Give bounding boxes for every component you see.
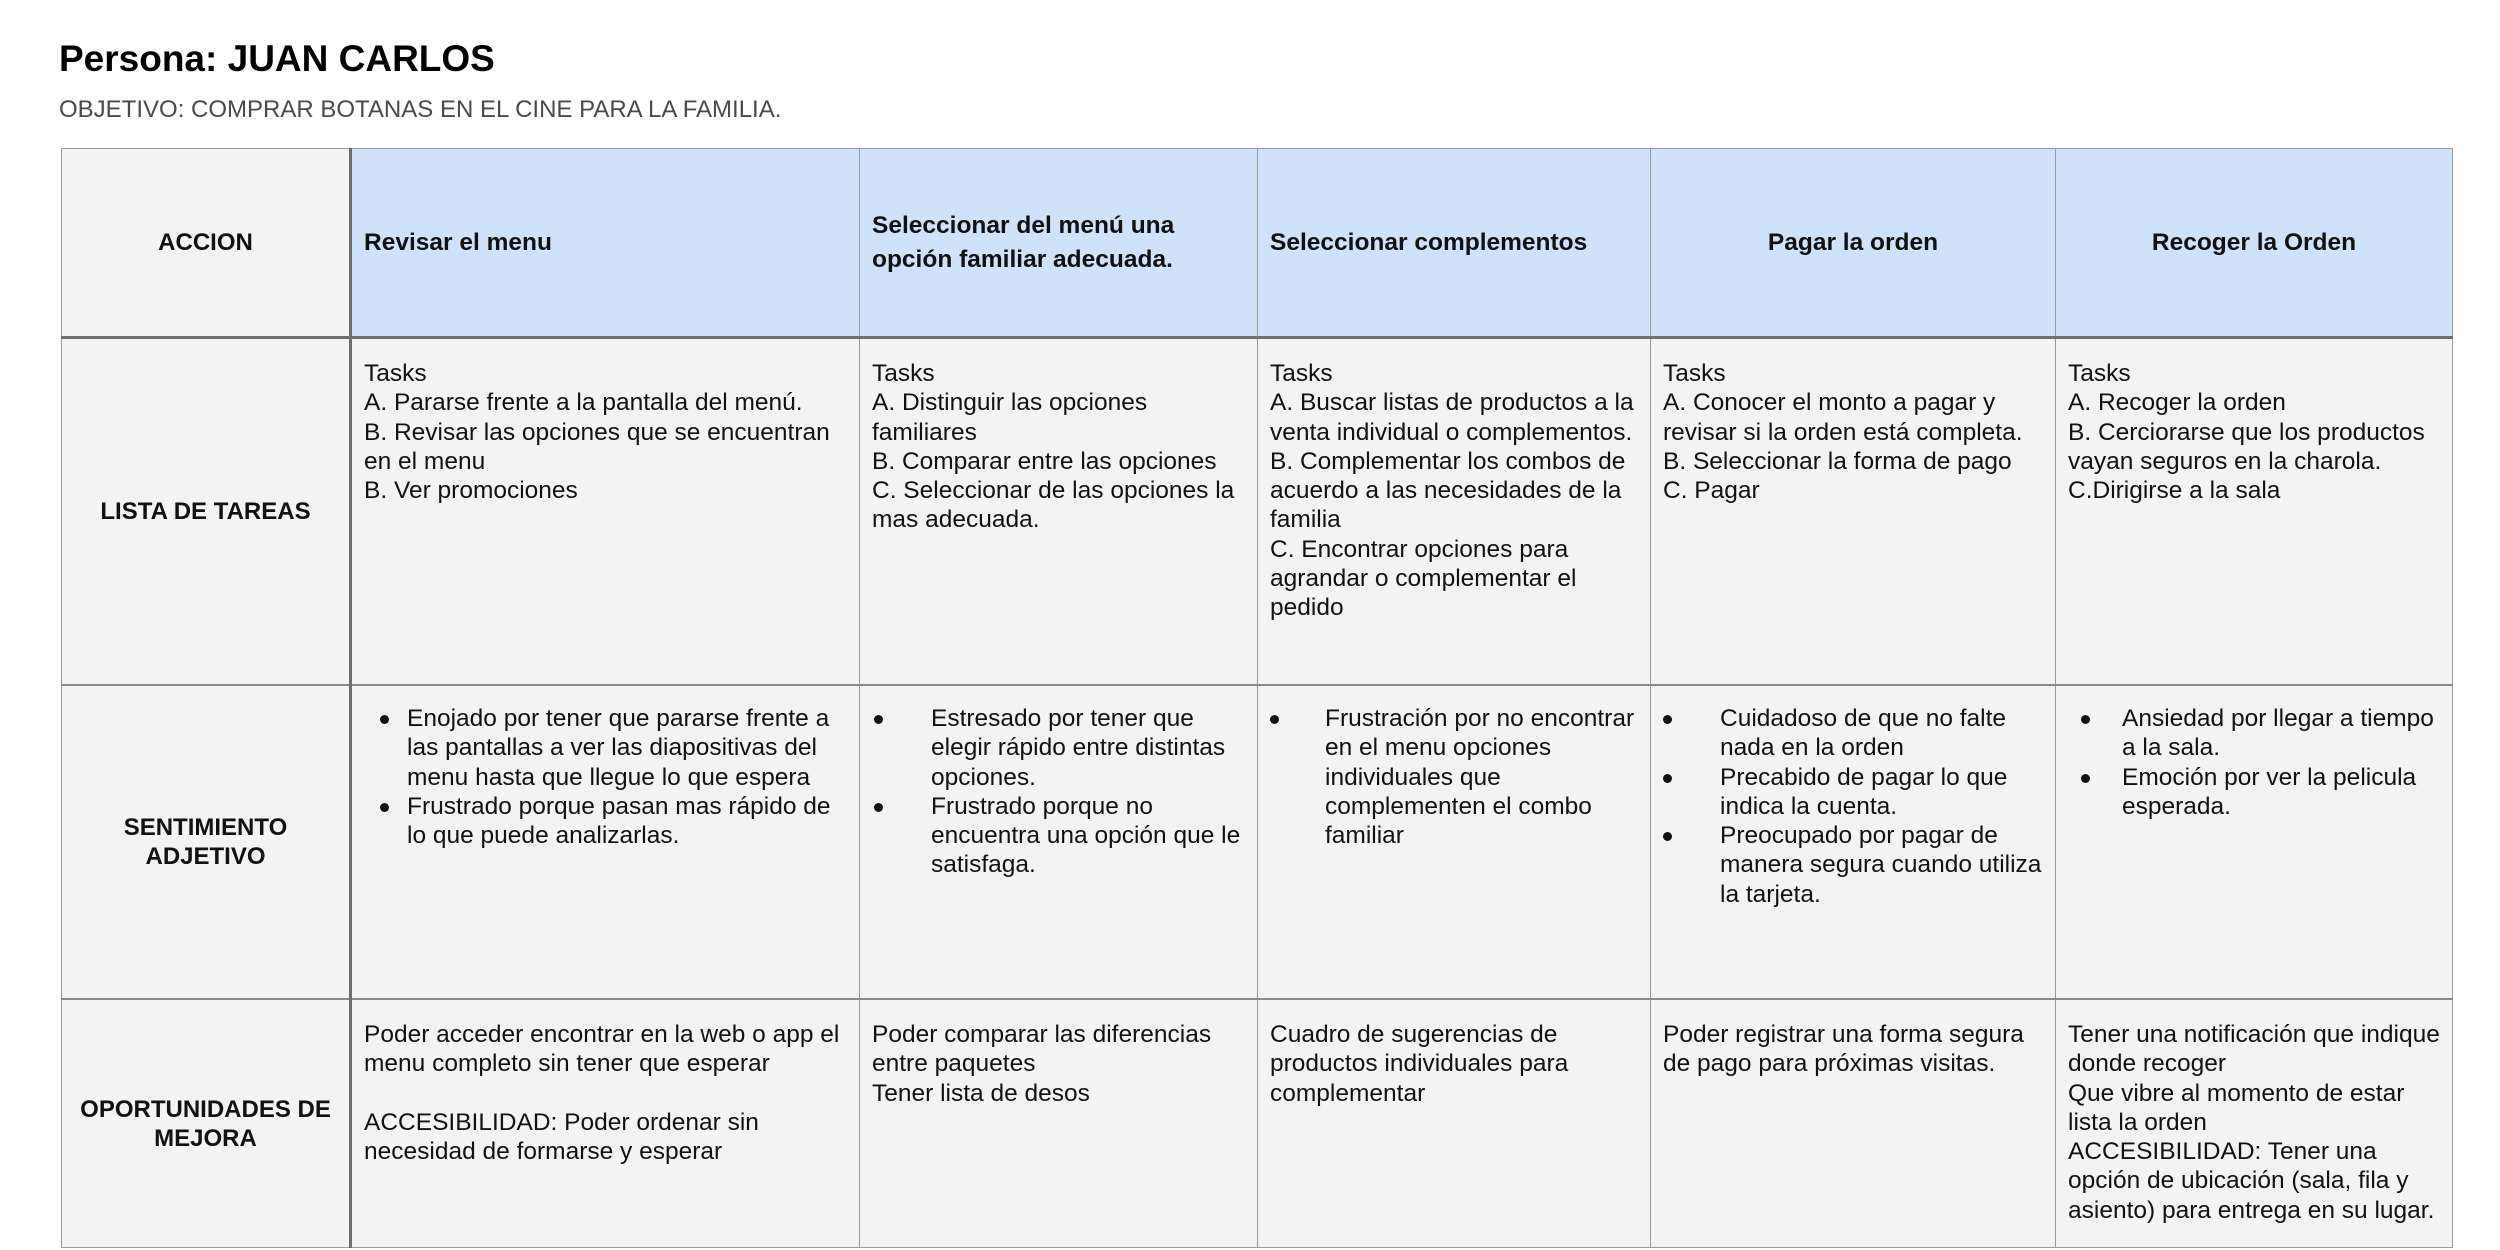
feeling-item: [352, 704, 851, 792]
bullet-icon: [874, 715, 883, 724]
feeling-text: Frustración por no encontrar en el menu opciones individuales que complementen el combo familiar: [1325, 705, 1635, 850]
task-list: [1258, 339, 1650, 623]
stage-header-row: [62, 149, 2453, 338]
stage-header-4: [1651, 149, 2056, 338]
text-line: Tasks: [872, 360, 935, 387]
text-line: A. Pararse frente a la pantalla del menú.: [364, 389, 803, 417]
text-line: A. Conocer el monto a pagar y revisar si la orden está completa.: [1663, 389, 2023, 446]
feelings-list: [860, 686, 1257, 880]
feeling-item: [2056, 704, 2444, 763]
stage-name: Seleccionar complementos: [1270, 228, 1588, 256]
stage-header-2: [860, 149, 1258, 338]
stage-header-5: [2056, 149, 2453, 338]
text-line: Que vibre al momento de estar lista la orden: [2068, 1079, 2405, 1136]
opportunities-cell-4: [1651, 999, 2056, 1248]
text-line: B. Cerciorarse que los productos vayan seguros en la charola.: [2068, 418, 2425, 475]
row-label-sentimiento: [62, 685, 351, 999]
text-line: B. Revisar las opciones que se encuentran en el menu: [364, 418, 830, 475]
feelings-cell-2: [860, 685, 1258, 999]
row-label-accion-text: ACCION: [158, 229, 253, 256]
feeling-item: [1651, 821, 2047, 909]
feelings-cell-3: [1258, 685, 1651, 999]
feelings-cell-4: [1651, 685, 2056, 999]
feelings-list: [352, 686, 859, 850]
text-line: C. Seleccionar de las opciones la mas adecuada.: [872, 477, 1235, 534]
opportunities-list: [1258, 1000, 1650, 1108]
text-line: Tasks: [2068, 360, 2131, 387]
bullet-icon: [1663, 774, 1672, 783]
opportunities-cell-5: [2056, 999, 2453, 1248]
feeling-text: Frustrado porque no encuentra una opción que le satisfaga.: [931, 792, 1241, 879]
stage-header-1: [351, 149, 860, 338]
task-list: [860, 339, 1257, 535]
text-line: Tener lista de desos: [872, 1079, 1090, 1107]
text-line: ACCESIBILIDAD: Poder ordenar sin necesidad de formarse y esperar: [364, 1108, 759, 1166]
feelings-row: [62, 685, 2453, 999]
bullet-icon: [1663, 715, 1672, 724]
feelings-list: [1651, 686, 2055, 909]
bullet-icon: [1270, 715, 1279, 724]
text-line: ACCESIBILIDAD: Tener una opción de ubicación (sala, fila y asiento) para entrega en su lugar.: [2068, 1138, 2435, 1224]
text-line: Poder registrar una forma segura de pago para próximas visitas.: [1663, 1021, 2024, 1078]
stage-name: Pagar la orden: [1767, 228, 1939, 256]
text-line: C. Encontrar opciones para agrandar o complementar el pedido: [1270, 535, 1577, 622]
journey-map-table: [61, 148, 2453, 1248]
feeling-text: Ansiedad por llegar a tiempo a la sala.: [2122, 705, 2434, 762]
bullet-icon: [2081, 715, 2090, 724]
tasks-row: [62, 338, 2453, 686]
tasks-cell-2: [860, 338, 1258, 686]
row-label-oportunidades-line: MEJORA: [154, 1124, 257, 1152]
feeling-text: Cuidadoso de que no falte nada en la orden: [1720, 705, 2007, 762]
stage-name: Seleccionar del menú una opción familiar adecuada.: [872, 211, 1175, 273]
bullet-icon: [1663, 832, 1672, 841]
tasks-cell-5: [2056, 338, 2453, 686]
opportunities-list: [2056, 1000, 2452, 1225]
objective-subtitle: OBJETIVO: COMPRAR BOTANAS EN EL CINE PARA LA FAMILIA.: [59, 96, 782, 123]
feeling-item: [860, 792, 1249, 880]
text-line: B. Seleccionar la forma de pago: [1663, 447, 2012, 475]
stage-header-3: [1258, 149, 1651, 338]
row-label-sentimiento-line: ADJETIVO: [145, 843, 266, 870]
tasks-cell-4: [1651, 338, 2056, 686]
opportunities-list: [352, 1000, 859, 1166]
text-line: Tener una notificación que indique donde recoger: [2068, 1021, 2440, 1078]
feeling-text: Frustrado porque pasan mas rápido de lo que puede analizarlas.: [407, 792, 831, 850]
stage-name: Recoger la Orden: [2151, 228, 2357, 256]
text-line: Poder acceder encontrar en la web o app el menu completo sin tener que esperar: [364, 1021, 840, 1078]
text-line: C.Dirigirse a la sala: [2068, 477, 2281, 505]
opportunities-cell-2: [860, 999, 1258, 1248]
text-line: C. Pagar: [1663, 477, 1760, 505]
opportunities-list: [860, 1000, 1257, 1108]
feeling-item: [1258, 704, 1642, 850]
task-list: [352, 339, 859, 505]
text-line: B. Complementar los combos de acuerdo a las necesidades de la familia: [1270, 447, 1626, 534]
feelings-cell-5: [2056, 685, 2453, 999]
feeling-item: [1651, 704, 2047, 763]
feeling-text: Precabido de pagar lo que indica la cuenta.: [1720, 763, 2008, 820]
row-label-tareas-text: LISTA DE TAREAS: [100, 498, 311, 525]
stage-name: Revisar el menu: [364, 228, 552, 256]
bullet-icon: [380, 803, 389, 812]
row-label-oportunidades: [62, 999, 351, 1248]
bullet-icon: [2081, 774, 2090, 783]
feeling-item: [1651, 763, 2047, 822]
feelings-list: [1258, 686, 1650, 850]
feeling-item: [352, 792, 851, 851]
row-label-accion: [62, 149, 351, 338]
text-line: B. Comparar entre las opciones: [872, 447, 1217, 475]
text-line: Poder comparar las diferencias entre paquetes: [872, 1021, 1212, 1078]
text-line: Tasks: [364, 360, 427, 387]
bullet-icon: [874, 803, 883, 812]
feelings-list: [2056, 686, 2452, 821]
feeling-text: Emoción por ver la pelicula esperada.: [2122, 763, 2417, 820]
text-line: Tasks: [1663, 360, 1726, 387]
text-line: B. Ver promociones: [364, 477, 578, 505]
opportunities-row: [62, 999, 2453, 1248]
task-list: [1651, 339, 2055, 505]
tasks-cell-3: [1258, 338, 1651, 686]
feeling-text: Enojado por tener que pararse frente a las pantallas a ver las diapositivas del menu hasta que llegue lo que espera: [407, 705, 830, 791]
feeling-text: Preocupado por pagar de manera segura cuando utiliza la tarjeta.: [1720, 822, 2042, 908]
persona-title: Persona: JUAN CARLOS: [59, 38, 495, 79]
text-line: Cuadro de sugerencias de productos individuales para complementar: [1270, 1021, 1569, 1107]
opportunities-cell-1: [351, 999, 860, 1248]
tasks-cell-1: [351, 338, 860, 686]
opportunities-cell-3: [1258, 999, 1651, 1248]
row-label-tareas: [62, 338, 351, 686]
text-line: A. Buscar listas de productos a la venta individual o complementos.: [1270, 389, 1634, 446]
text-line: Tasks: [1270, 360, 1333, 387]
feeling-item: [860, 704, 1249, 792]
feeling-item: [2056, 763, 2444, 822]
opportunities-list: [1651, 1000, 2055, 1079]
row-label-oportunidades-line: OPORTUNIDADES DE: [80, 1095, 331, 1123]
feeling-text: Estresado por tener que elegir rápido entre distintas opciones.: [931, 705, 1226, 791]
task-list: [2056, 339, 2452, 505]
text-line: A. Recoger la orden: [2068, 389, 2286, 417]
row-label-sentimiento-line: SENTIMIENTO: [123, 814, 288, 841]
feelings-cell-1: [351, 685, 860, 999]
bullet-icon: [380, 715, 389, 724]
text-line: A. Distinguir las opciones familiares: [872, 389, 1148, 446]
text-line: [364, 1079, 849, 1108]
